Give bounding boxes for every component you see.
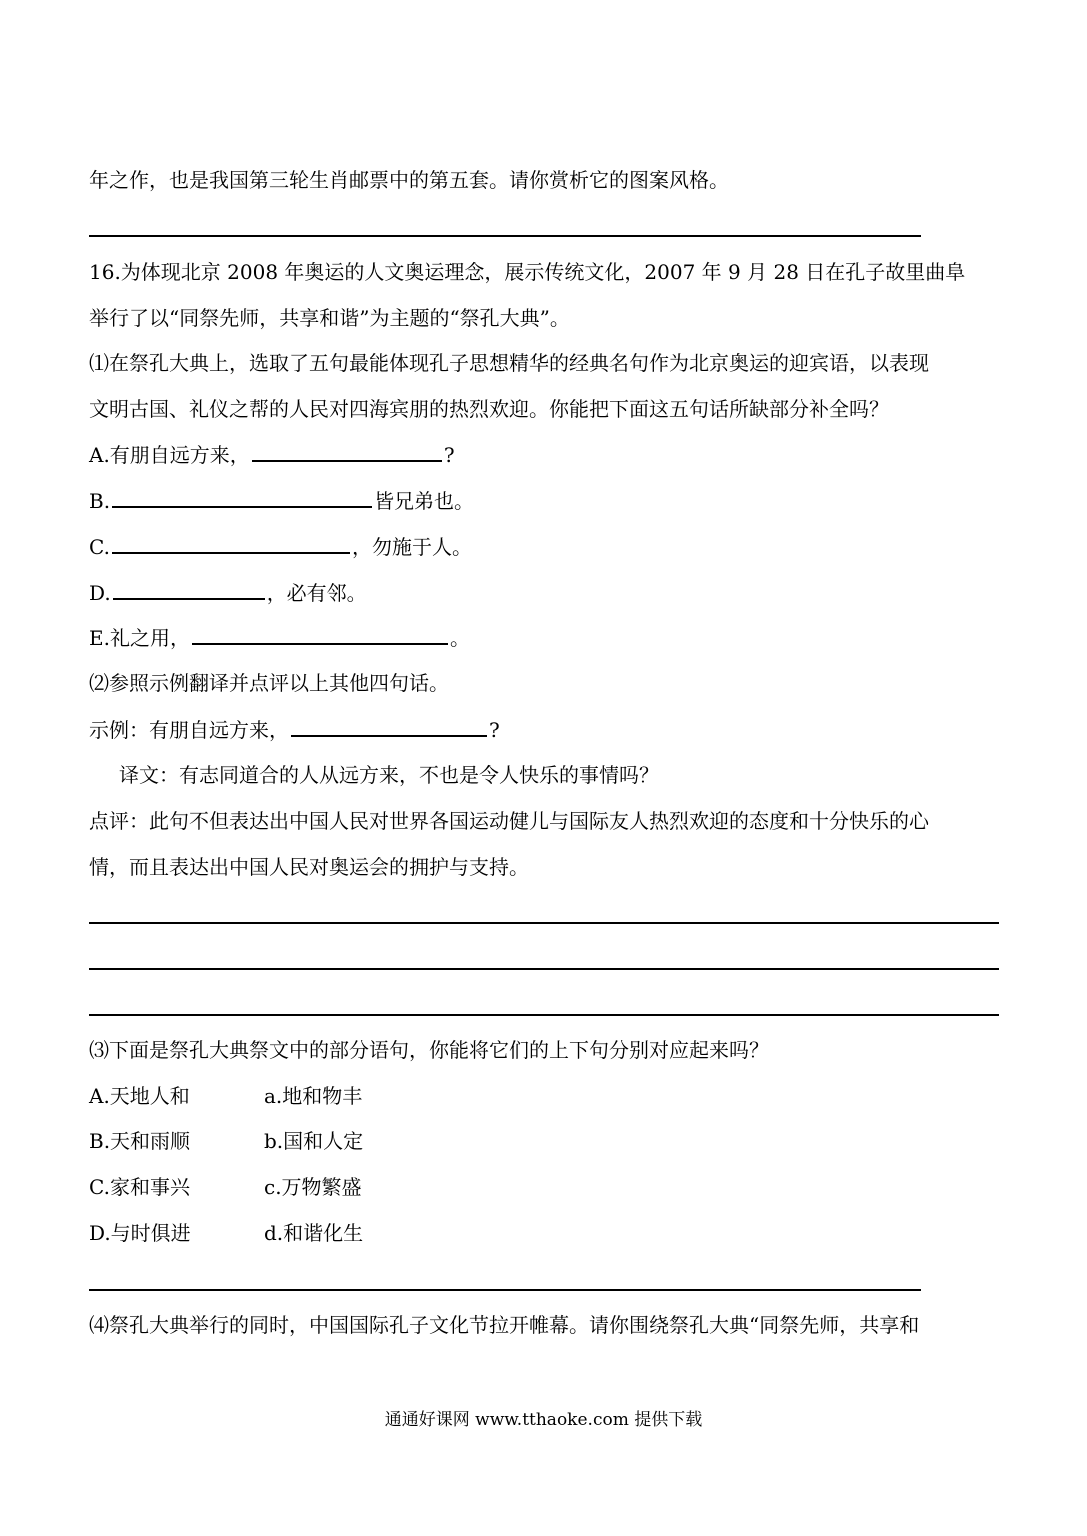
fill-blank-b[interactable]: [112, 486, 372, 508]
intro-line: 年之作，也是我国第三轮生肖邮票中的第五套。请你赏析它的图案风格。: [89, 168, 729, 192]
match-left-item: C.家和事兴: [89, 1175, 190, 1199]
q16-text-line2: 举行了以“同祭先师，共享和谐”为主题的“祭孔大典”。: [89, 306, 570, 330]
example-suffix: ?: [489, 718, 500, 742]
q16-p2-title: ⑵参照示例翻译并点评以上其他四句话。: [89, 671, 449, 695]
match-right-item: b.国和人定: [264, 1129, 364, 1153]
q16-p1-line1: ⑴在祭孔大典上，选取了五句最能体现孔子思想精华的经典名句作为北京奥运的迎宾语，以表现: [89, 351, 929, 375]
example-blank[interactable]: [291, 715, 487, 737]
answer-line[interactable]: [89, 235, 921, 237]
q16-p1-line2: 文明古国、礼仪之帮的人民对四海宾朋的热烈欢迎。你能把下面这五句话所缺部分补全吗？: [89, 397, 889, 421]
fill-item-d-suffix: ，必有邻。: [266, 581, 367, 605]
match-row: [89, 1082, 190, 1110]
fill-item-a: [89, 440, 455, 469]
fill-blank-c[interactable]: [112, 532, 350, 554]
match-right-item: c.万物繁盛: [264, 1175, 362, 1199]
comment-line1: 点评：此句不但表达出中国人民对世界各国运动健儿与国际友人热烈欢迎的态度和十分快乐的心: [89, 809, 929, 833]
match-right-item: d.和谐化生: [264, 1221, 364, 1245]
fill-item-e-suffix: 。: [449, 626, 470, 650]
comment-line2: 情，而且表达出中国人民对奥运会的拥护与支持。: [89, 855, 529, 879]
fill-item-c-suffix: ，勿施于人。: [351, 535, 472, 559]
match-left-item: D.与时俱进: [89, 1221, 191, 1245]
fill-item-c-prefix: C.: [89, 535, 110, 559]
fill-item-a-suffix: ?: [443, 443, 455, 467]
match-left-item: A.天地人和: [89, 1084, 190, 1108]
match-row: [89, 1173, 190, 1201]
example-prefix: 示例：有朋自远方来，: [89, 718, 289, 742]
answer-line[interactable]: [89, 922, 999, 924]
fill-item-d-prefix: D.: [89, 581, 111, 605]
fill-item-e-prefix: E.礼之用，: [89, 626, 190, 650]
fill-item-a-prefix: A.有朋自远方来，: [89, 443, 250, 467]
match-row: [89, 1127, 190, 1155]
q16-p3-title: ⑶下面是祭孔大典祭文中的部分语句，你能将它们的上下句分别对应起来吗？: [89, 1038, 769, 1062]
q16-p4-line1: ⑷祭孔大典举行的同时，中国国际孔子文化节拉开帷幕。请你围绕祭孔大典“同祭先师，共享和: [89, 1313, 920, 1337]
answer-line[interactable]: [89, 1014, 999, 1016]
fill-item-b: [89, 486, 474, 515]
answer-line[interactable]: [89, 1289, 921, 1291]
fill-item-e: [89, 623, 470, 652]
fill-item-b-suffix: 皆兄弟也。: [374, 489, 475, 513]
fill-item-d: [89, 578, 367, 607]
translation-line: 译文：有志同道合的人从远方来，不也是令人快乐的事情吗？: [119, 763, 659, 787]
page-footer: 通通好课网 www.tthaoke.com 提供下载: [384, 1410, 703, 1430]
answer-line[interactable]: [89, 968, 999, 970]
fill-item-c: [89, 532, 472, 561]
example-line: [89, 715, 500, 744]
match-left-item: B.天和雨顺: [89, 1129, 191, 1153]
fill-blank-d[interactable]: [113, 578, 265, 600]
match-row: [89, 1219, 191, 1247]
fill-blank-a[interactable]: [252, 440, 442, 462]
q16-text-line1: 16.为体现北京 2008 年奥运的人文奥运理念，展示传统文化，2007 年 9 月 28 日在孔子故里曲阜: [89, 260, 966, 284]
match-right-item: a.地和物丰: [264, 1084, 363, 1108]
fill-blank-e[interactable]: [192, 623, 448, 645]
fill-item-b-prefix: B.: [89, 489, 111, 513]
